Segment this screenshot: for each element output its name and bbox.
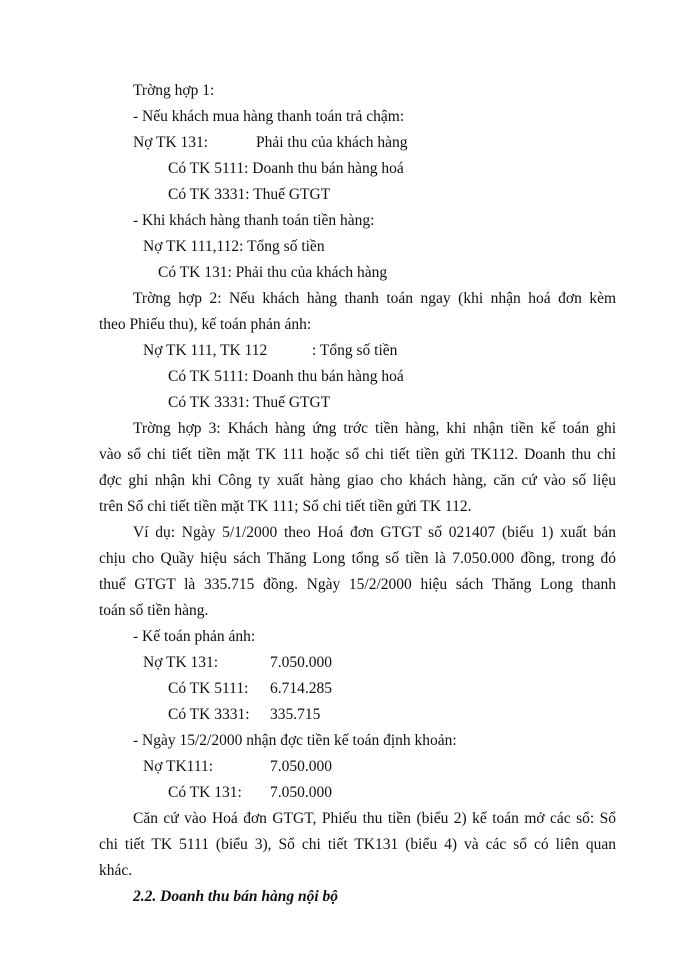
entry-5-amount: 7.050.000 <box>270 784 332 801</box>
conclusion-line-3: khác. <box>99 862 133 879</box>
credit-tk3331-line: Có TK 3331: Thuế GTGT <box>168 186 331 203</box>
entry-4-account: Nợ TK111: <box>143 758 214 775</box>
conclusion-line-1: Căn cứ vào Hoá đơn GTGT, Phiếu thu tiền (biểu 2) kế toán mở các sổ: Sổ <box>133 810 616 827</box>
case-2-line: Trờng hợp 2: Nếu khách hàng thanh toán ngay (khi nhận hoá đơn kèm <box>133 290 616 307</box>
entry-4-amount: 7.050.000 <box>270 758 332 775</box>
example-line-4: toán số tiền hàng. <box>99 602 209 619</box>
entry-5-account: Có TK 131: <box>168 784 242 801</box>
accounting-entry-heading: - Kế toán phản ánh: <box>133 628 256 645</box>
case-3-line-2: vào sổ chi tiết tiền mặt TK 111 hoặc sổ chi tiết tiền gửi TK112. Doanh thu chỉ <box>99 446 616 463</box>
conclusion-line-2: chi tiết TK 5111 (biểu 3), Sổ chi tiết TK131 (biểu 4) và các sổ có liên quan <box>99 836 616 853</box>
debit-tk111-tk112-desc: : Tổng số tiền <box>312 342 398 359</box>
case-3-line-4: trên Sổ chi tiết tiền mặt TK 111; Sổ chi tiết tiền gửi TK 112. <box>99 498 472 515</box>
entry-3-amount: 335.715 <box>270 706 321 723</box>
credit-tk131-line: Có TK 131: Phải thu của khách hàng <box>158 264 388 281</box>
debit-tk131-label: Nợ TK 131: <box>133 134 209 151</box>
receipt-entry-heading: - Ngày 15/2/2000 nhận đợc tiền kế toán định khoản: <box>133 732 457 749</box>
entry-1-account: Nợ TK 131: <box>143 654 219 671</box>
credit-tk3331-line-2: Có TK 3331: Thuế GTGT <box>168 394 331 411</box>
section-heading-2-2: 2.2. Doanh thu bán hàng nội bộ <box>133 888 339 905</box>
debit-tk131-desc: Phải thu của khách hàng <box>256 134 408 151</box>
deferred-payment-line: - Nếu khách mua hàng thanh toán trả chậm: <box>133 108 405 125</box>
example-line-3: thuế GTGT là 335.715 đồng. Ngày 15/2/2000 hiệu sách Thăng Long thanh <box>99 576 616 593</box>
example-line-1: Ví dụ: Ngày 5/1/2000 theo Hoá đơn GTGT số 021407 (biểu 1) xuất bán <box>133 524 616 541</box>
entry-1-amount: 7.050.000 <box>270 654 332 671</box>
credit-tk5111-line: Có TK 5111: Doanh thu bán hàng hoá <box>168 160 404 177</box>
customer-pays-line: - Khi khách hàng thanh toán tiền hàng: <box>133 212 375 229</box>
entry-2-account: Có TK 5111: <box>168 680 249 697</box>
entry-3-account: Có TK 3331: <box>168 706 250 723</box>
entry-2-amount: 6.714.285 <box>270 680 332 697</box>
case-1-heading: Trờng hợp 1: <box>133 82 215 99</box>
debit-tk111-tk112-label: Nợ TK 111, TK 112 <box>143 342 268 359</box>
case-3-line-3: đợc ghi nhận khi Công ty xuất hàng giao cho khách hàng, căn cứ vào số liệu <box>99 472 616 489</box>
debit-tk111-112-line: Nợ TK 111,112: Tổng số tiền <box>143 238 325 255</box>
case-2-continuation: theo Phiếu thu), kế toán phản ánh: <box>99 316 312 333</box>
case-3-line: Trờng hợp 3: Khách hàng ứng trớc tiền hàng, khi nhận tiền kế toán ghi <box>133 420 616 437</box>
example-line-2: chịu cho Quầy hiệu sách Thăng Long tổng số tiền là 7.050.000 đồng, trong đó <box>99 550 616 567</box>
credit-tk5111-line-2: Có TK 5111: Doanh thu bán hàng hoá <box>168 368 404 385</box>
